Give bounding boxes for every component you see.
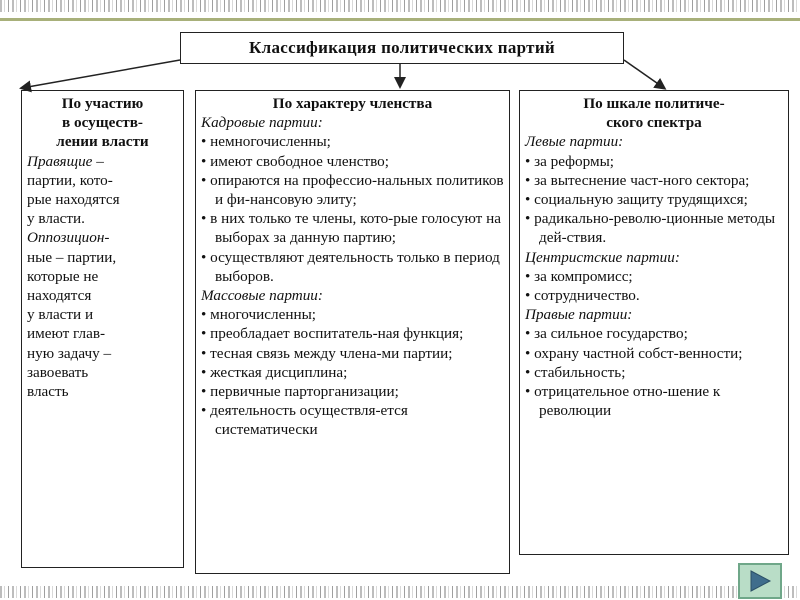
bullet-item: • имеют свободное членство; bbox=[201, 152, 504, 171]
category-label: Левые партии: bbox=[525, 133, 624, 151]
bullet-item: • сотрудничество. bbox=[525, 286, 783, 305]
column-heading bbox=[525, 94, 783, 132]
heading-line: По шкале политиче- bbox=[583, 95, 725, 112]
text-line: рые находятся bbox=[27, 191, 120, 209]
bullet-item: • за компромисс; bbox=[525, 267, 783, 286]
bullet-item: • жесткая дисциплина; bbox=[201, 363, 504, 382]
text-line: находятся bbox=[27, 287, 92, 305]
bullet-item: • деятельность осуществля-ется систематически bbox=[201, 401, 504, 439]
text-line: которые не bbox=[27, 267, 99, 285]
bullet-item: • за сильное государство; bbox=[525, 324, 783, 343]
text-line: завоевать bbox=[27, 363, 89, 381]
category-label: Кадровые партии: bbox=[201, 114, 323, 132]
bullet-item: • отрицательное отно-шение к революции bbox=[525, 382, 783, 420]
category-label: Правящие – bbox=[27, 152, 104, 170]
column-heading bbox=[27, 94, 178, 152]
text-line: ную задачу – bbox=[27, 344, 112, 362]
arrow-right bbox=[624, 60, 664, 88]
column-power-participation bbox=[21, 90, 184, 568]
heading-line: По характеру членства bbox=[272, 95, 433, 112]
arrow-left bbox=[22, 60, 180, 88]
heading-line: в осуществ- bbox=[62, 114, 143, 132]
text-line: власть bbox=[27, 383, 69, 401]
play-triangle-icon bbox=[747, 569, 773, 593]
bullet-item: • осуществляют деятельность только в период выборов. bbox=[201, 248, 504, 286]
bullet-item: • многочисленны; bbox=[201, 305, 504, 324]
heading-line: По участию bbox=[61, 95, 144, 112]
next-slide-button[interactable] bbox=[738, 563, 782, 599]
text-line: ные – партии, bbox=[27, 248, 117, 266]
text-line: у власти. bbox=[27, 210, 85, 228]
bullet-item: • социальную защиту трудящихся; bbox=[525, 190, 783, 209]
column-membership bbox=[195, 90, 510, 574]
text-line: партии, кото- bbox=[27, 171, 113, 189]
category-label: Правые партии: bbox=[525, 306, 633, 324]
diagram-title-text: Классификация политических партий bbox=[248, 38, 556, 57]
bullet-item: • стабильность; bbox=[525, 363, 783, 382]
bullet-item: • за вытеснение част-ного сектора; bbox=[525, 171, 783, 190]
bullet-item: • радикально-револю-ционные методы дей-ствия. bbox=[525, 209, 783, 247]
text-line: имеют глав- bbox=[27, 325, 106, 343]
bottom-decorative-stripe bbox=[0, 586, 800, 598]
column-political-spectrum bbox=[519, 90, 789, 555]
text-line: у власти и bbox=[27, 306, 94, 324]
heading-line: ского спектра bbox=[606, 114, 702, 132]
category-label: Оппозицион- bbox=[27, 229, 110, 247]
category-label: Центристские партии: bbox=[525, 248, 680, 266]
category-label: Массовые партии: bbox=[201, 287, 323, 305]
column-body bbox=[27, 152, 178, 402]
bullet-item: • первичные парторганизации; bbox=[201, 382, 504, 401]
heading-line: лении власти bbox=[56, 133, 149, 151]
bullet-item: • в них только те члены, кото-рые голосуют на выборах за данную партию; bbox=[201, 209, 504, 247]
column-body bbox=[201, 113, 504, 439]
bullet-item: • преобладает воспитатель-ная функция; bbox=[201, 324, 504, 343]
bullet-item: • немногочисленны; bbox=[201, 132, 504, 151]
bullet-item: • охрану частной собст-венности; bbox=[525, 344, 783, 363]
column-heading bbox=[201, 94, 504, 113]
bullet-item: • опираются на профессио-нальных политиков и фи-нансовую элиту; bbox=[201, 171, 504, 209]
bullet-item: • за реформы; bbox=[525, 152, 783, 171]
column-body bbox=[525, 132, 783, 420]
bullet-item: • тесная связь между члена-ми партии; bbox=[201, 344, 504, 363]
